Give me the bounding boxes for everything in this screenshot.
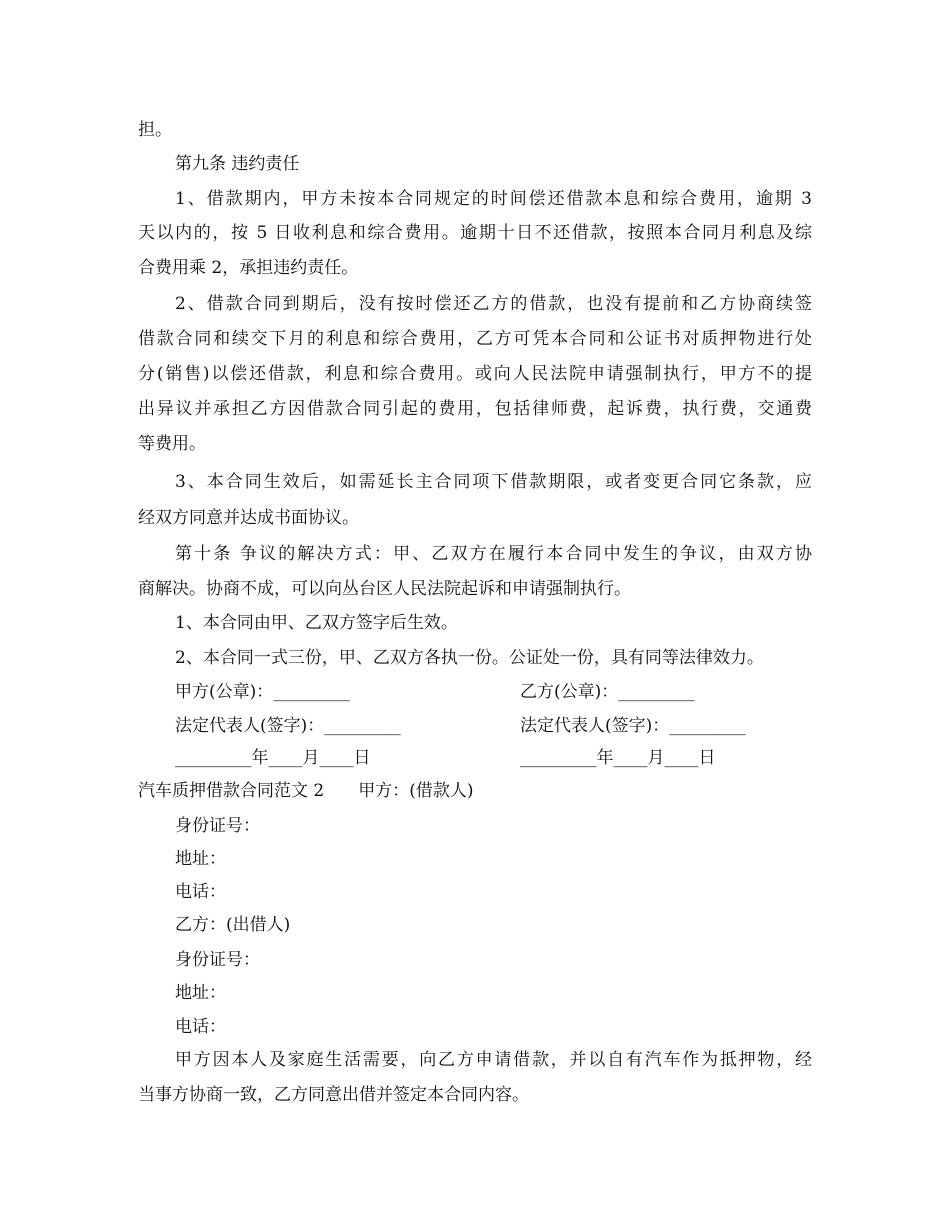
party-b-address-field: 地址： bbox=[175, 983, 226, 1003]
article-10-line-2: 商解决。协商不成，可以向丛台区人民法院起诉和申请强制执行。 bbox=[138, 579, 631, 599]
article-9-clause-3-line-2: 经双方同意并达成书面协议。 bbox=[138, 508, 359, 528]
article-10-item-1: 1、本合同由甲、乙双方签字后生效。 bbox=[175, 613, 458, 633]
party-a-phone-field: 电话： bbox=[175, 882, 226, 902]
continued-text: 担。 bbox=[138, 120, 172, 140]
intro-line-1: 甲方因本人及家庭生活需要，向乙方申请借款，并以自有汽车作为抵押物，经 bbox=[175, 1050, 812, 1070]
article-10-line-1: 第十条 争议的解决方式：甲、乙双方在履行本合同中发生的争议，由双方协 bbox=[175, 544, 812, 564]
article-9-clause-2-line-3: 分(销售)以偿还借款，利息和综合费用。或向人民法院申请强制执行，甲方不的提 bbox=[138, 364, 812, 384]
article-10-item-2: 2、本合同一式三份，甲、乙双方各执一份。公证处一份，具有同等法律效力。 bbox=[175, 648, 764, 668]
article-9-clause-3-line-1: 3、本合同生效后，如需延长主合同项下借款期限，或者变更合同它条款，应 bbox=[175, 472, 812, 492]
article-9-clause-1-line-2: 天以内的，按 5 日收利息和综合费用。逾期十日不还借款，按照本合同月利息及综 bbox=[138, 223, 812, 243]
article-9-title: 第九条 违约责任 bbox=[175, 154, 300, 174]
party-a-representative-field: 法定代表人(签字)：_________ bbox=[175, 716, 401, 736]
article-9-clause-2-line-5: 等费用。 bbox=[138, 434, 206, 454]
party-b-date-field: _________年____月____日 bbox=[520, 748, 716, 768]
party-a-id-field: 身份证号： bbox=[175, 816, 260, 836]
contract-2-title: 汽车质押借款合同范文 2 甲方：(借款人) bbox=[138, 781, 474, 801]
party-b-heading: 乙方：(出借人) bbox=[175, 915, 291, 935]
intro-line-2: 当事方协商一致，乙方同意出借并签定本合同内容。 bbox=[138, 1085, 529, 1105]
party-a-seal-field: 甲方(公章)：_________ bbox=[175, 682, 350, 702]
party-b-seal-field: 乙方(公章)：_________ bbox=[520, 682, 695, 702]
party-a-address-field: 地址： bbox=[175, 849, 226, 869]
party-a-date-field: _________年____月____日 bbox=[175, 748, 371, 768]
article-9-clause-2-line-2: 借款合同和续交下月的利息和综合费用，乙方可凭本合同和公证书对质押物进行处 bbox=[138, 329, 812, 349]
party-b-representative-field: 法定代表人(签字)：_________ bbox=[520, 716, 746, 736]
party-b-id-field: 身份证号： bbox=[175, 950, 260, 970]
article-9-clause-2-line-1: 2、借款合同到期后，没有按时偿还乙方的借款，也没有提前和乙方协商续签 bbox=[175, 294, 812, 314]
article-9-clause-2-line-4: 出异议并承担乙方因借款合同引起的费用，包括律师费，起诉费，执行费，交通费 bbox=[138, 399, 812, 419]
party-b-phone-field: 电话： bbox=[175, 1017, 226, 1037]
article-9-clause-1-line-1: 1、借款期内，甲方未按本合同规定的时间偿还借款本息和综合费用，逾期 3 bbox=[175, 189, 812, 209]
article-9-clause-1-line-3: 合费用乘 2，承担违约责任。 bbox=[138, 258, 359, 278]
